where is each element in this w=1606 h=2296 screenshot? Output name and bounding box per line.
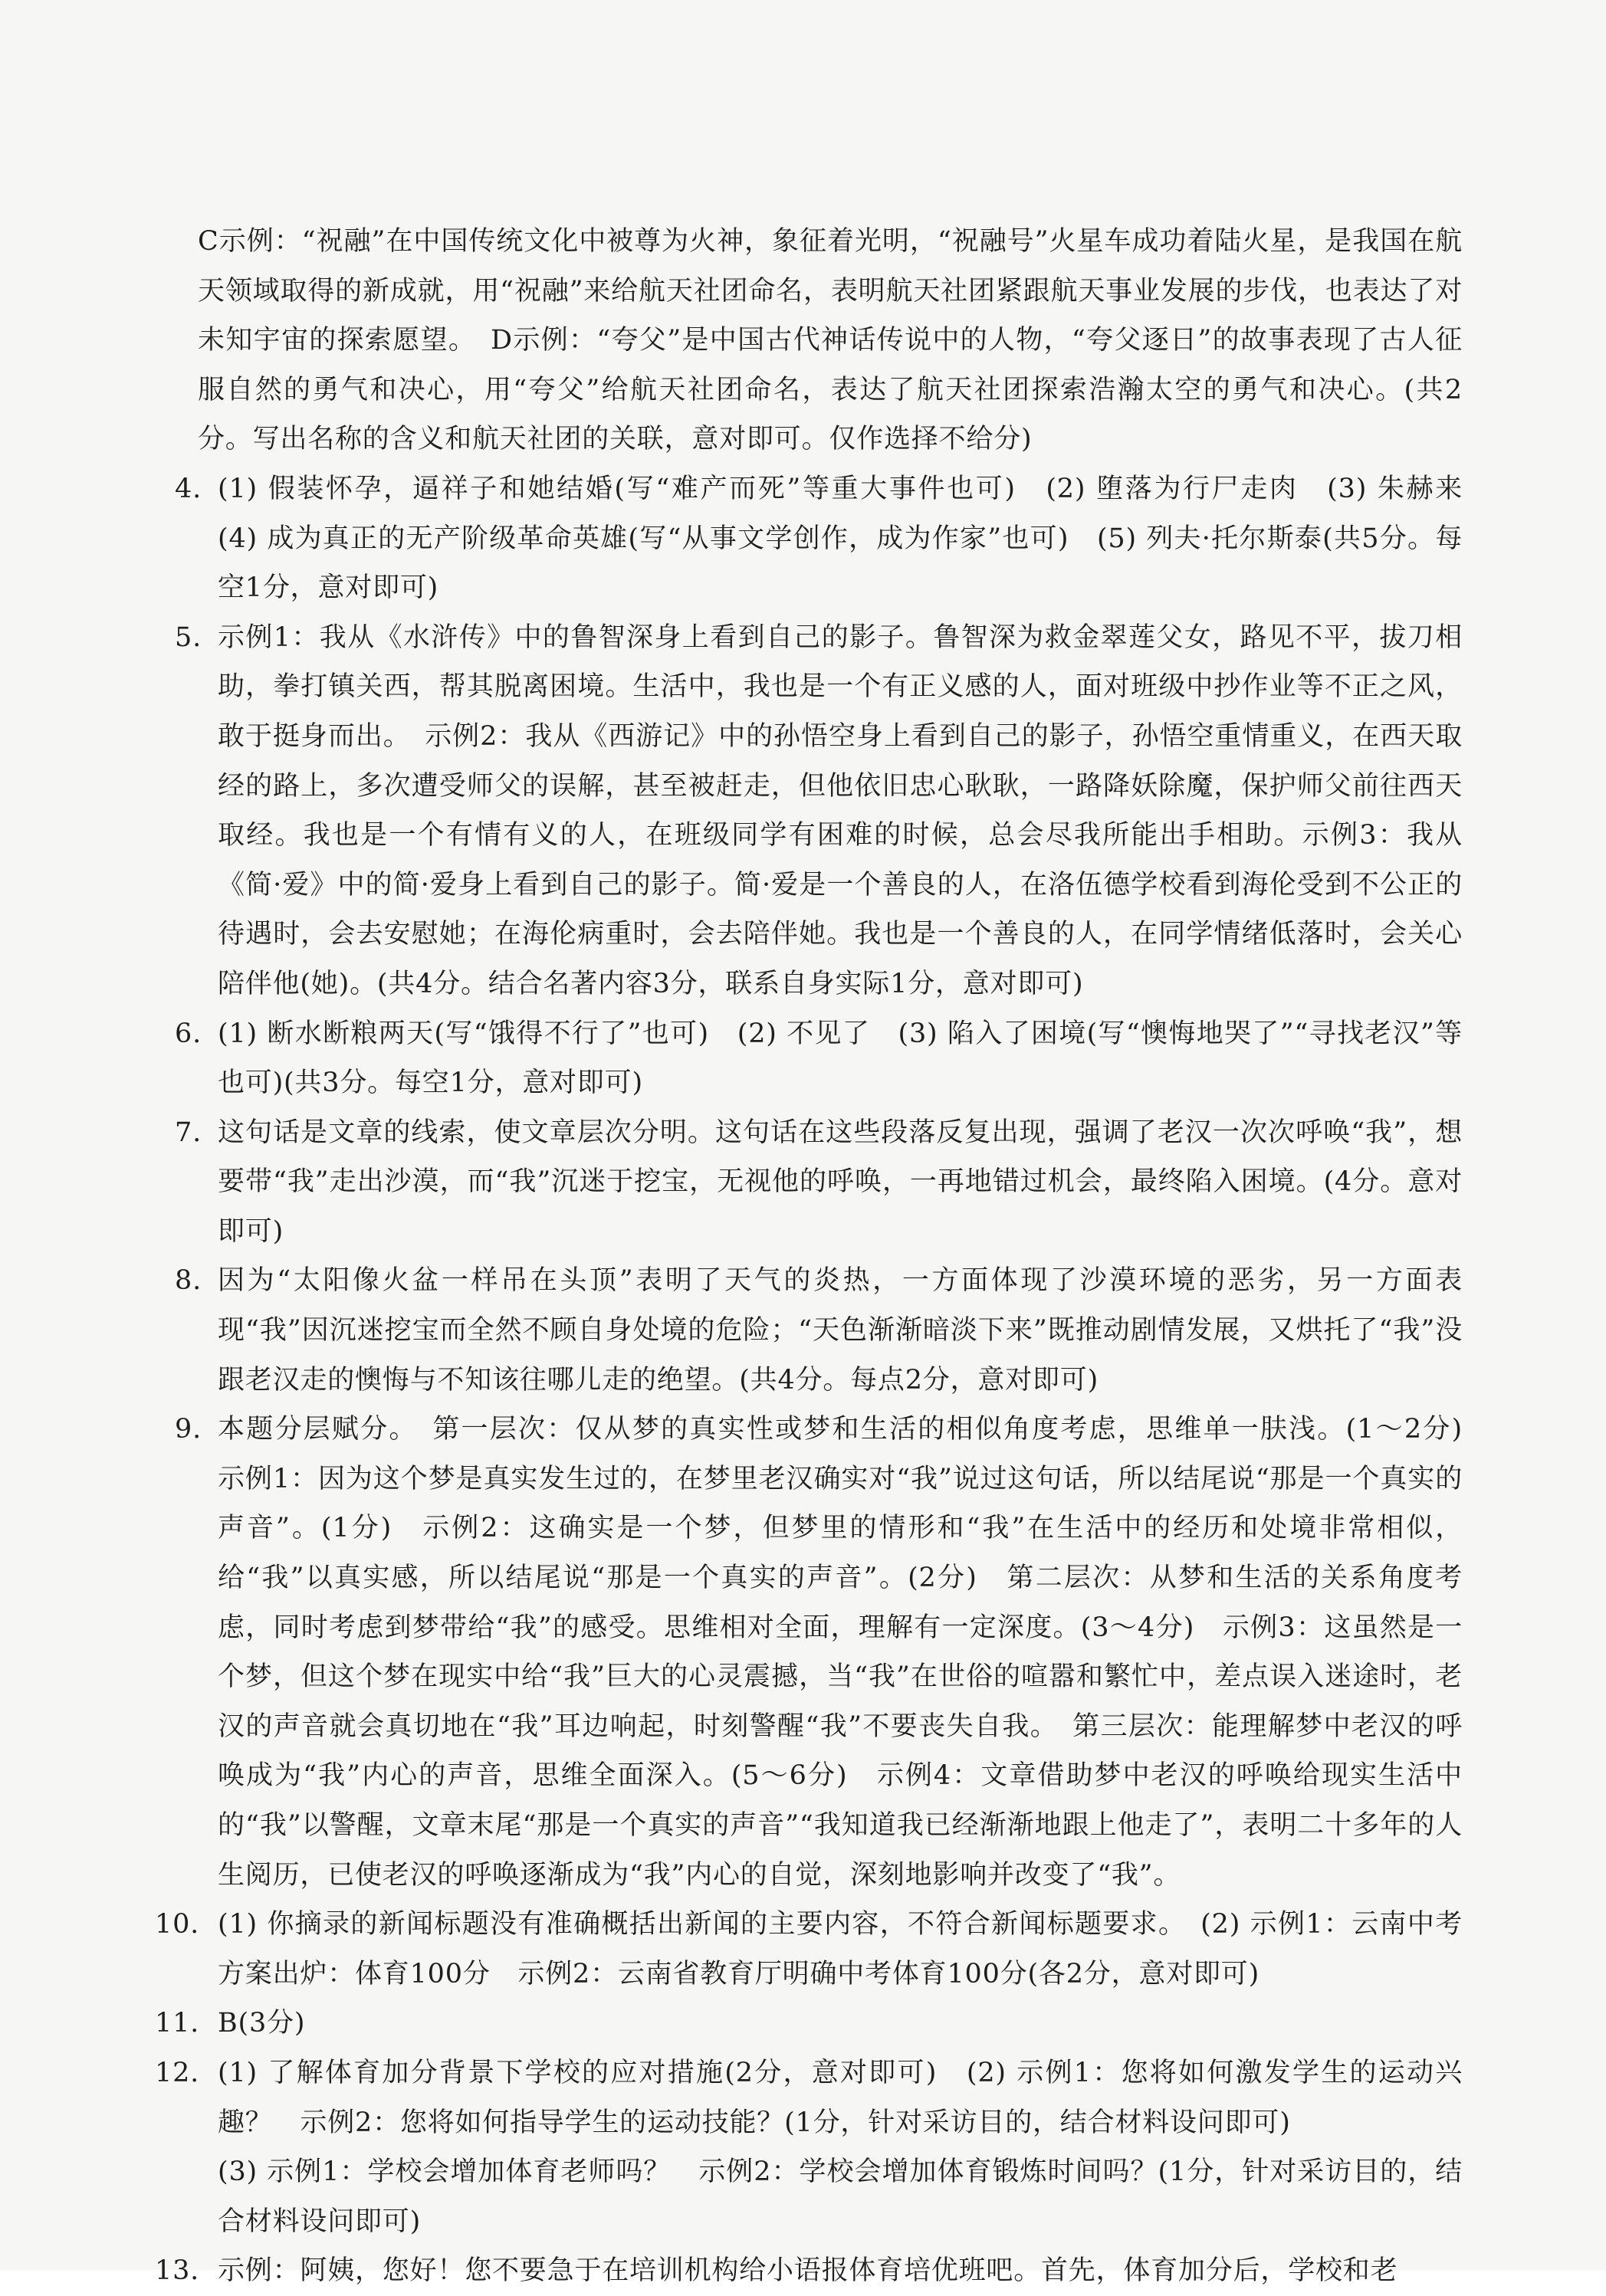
item-text: 这句话是文章的线索，使文章层次分明。这句话在这些段落反复出现，强调了老汉一次次呼唤“我”，想要带“我”走出沙漠，而“我”沉迷于挖宝，无视他的呼唤，一再地错过机会，最终陷入困境。(4分。意对即可) [218,1117,1463,1247]
answer-item-6 [175,1009,1463,1108]
item-text: (1) 你摘录的新闻标题没有准确概括出新闻的主要内容，不符合新闻标题要求。 (2) 示例1：云南中考方案出炉：体育100分 示例2：云南省教育厅明确中考体育100分(各2分，意对即可) [218,1909,1463,1989]
continuation-paragraph: C示例：“祝融”在中国传统文化中被尊为火神，象征着光明，“祝融号”火星车成功着陆火星，是我国在航天领域取得的新成就，用“祝融”来给航天社团命名，表明航天社团紧跟航天事业发展的步伐，也表达了对未知宇宙的探索愿望。 D示例：“夸父”是中国古代神话传说中的人物，“夸父逐日”的故事表现了古人征服自然的勇气和决心，用“夸父”给航天社团命名，表达了航天社团探索浩瀚太空的勇气和决心。(共2分。写出名称的含义和航天社团的关联，意对即可。仅作选择不给分) [198,226,1463,455]
answer-key-text [155,217,1490,2296]
item-text: B(3分) [218,2008,306,2039]
item-number: 4. [175,473,202,504]
item-text: 示例：阿姨，您好！您不要急于在培训机构给小语报体育培优班吧。首先，体育加分后，学校和老 [218,2255,1398,2287]
item-text: 示例1：我从《水浒传》中的鲁智深身上看到自己的影子。鲁智深为救金翠莲父女，路见不平，拔刀相助，拳打镇关西，帮其脱离困境。生活中，我也是一个有正义感的人，面对班级中抄作业等不正之风，敢于挺身而出。 示例2：我从《西游记》中的孙悟空身上看到自己的影子，孙悟空重情重义，在西天取经的路上，多次遭受师父的误解，甚至被赶走，但他依旧忠心耿耿，一路降妖除魔，保护师父前往西天取经。我也是一个有情有义的人，在班级同学有困难的时候，总会尽我所能出手相助。示例3：我从《简·爱》中的简·爱身上看到自己的影子。简·爱是一个善良的人，在洛伍德学校看到海伦受到不公正的待遇时，会去安慰她；在海伦病重时，会去陪伴她。我也是一个善良的人，在同学情绪低落时，会关心陪伴他(她)。(共4分。结合名著内容3分，联系自身实际1分，意对即可) [218,622,1463,999]
answer-item-13 [155,2246,1463,2296]
item-text: 本题分层赋分。 第一层次：仅从梦的真实性或梦和生活的相似角度考虑，思维单一肤浅。(1～2分) 示例1：因为这个梦是真实发生过的，在梦里老汉确实对“我”说过这句话，所以结尾说“那是一个真实的声音”。(1分) 示例2：这确实是一个梦，但梦里的情形和“我”在生活中的经历和处境非常相似，给“我”以真实感，所以结尾说“那是一个真实的声音”。(2分) 第二层次：从梦和生活的关系角度考虑，同时考虑到梦带给“我”的感受。思维相对全面，理解有一定深度。(3～4分) 示例3：这虽然是一个梦，但这个梦在现实中给“我”巨大的心灵震撼，当“我”在世俗的喧嚣和繁忙中，差点误入迷途时，老汉的声音就会真切地在“我”耳边响起，时刻警醒“我”不要丧失自我。 第三层次：能理解梦中老汉的呼唤成为“我”内心的声音，思维全面深入。(5～6分) 示例4：文章借助梦中老汉的呼唤给现实生活中的“我”以警醒，文章末尾“那是一个真实的声音”“我知道我已经渐渐地跟上他走了”，表明二十多年的人生阅历，已使老汉的呼唤逐渐成为“我”内心的自觉，深刻地影响并改变了“我”。 [218,1414,1490,1891]
item-text: (1) 假装怀孕，逼祥子和她结婚(写“难产而死”等重大事件也可) (2) 堕落为行尸走肉 (3) 朱赫来 (4) 成为真正的无产阶级革命英雄(写“从事文学创作，成为作家”也可) (5) 列夫·托尔斯泰(共5分。每空1分，意对即可) [218,473,1490,604]
answer-item-7 [175,1108,1463,1257]
item-text: 因为“太阳像火盆一样吊在头顶”表明了天气的炎热，一方面体现了沙漠环境的恶劣，另一方面表现“我”因沉迷挖宝而全然不顾自身处境的危险；“天色渐渐暗淡下来”既推动剧情发展，又烘托了“我”没跟老汉走的懊悔与不知该往哪儿走的绝望。(共4分。每点2分，意对即可) [218,1265,1463,1396]
item-number: 6. [175,1018,202,1049]
item-number: 8. [175,1265,202,1297]
item-number: 9. [175,1414,202,1445]
item-number: 10. [155,1909,200,1940]
item-number: 7. [175,1117,202,1148]
item-number: 12. [155,2057,200,2088]
item-text: (1) 断水断粮两天(写“饿得不行了”也可) (2) 不见了 (3) 陷入了困境(写“懊悔地哭了”“寻找老汉”等也可)(共3分。每空1分，意对即可) [218,1018,1463,1099]
item-number: 13. [155,2255,200,2287]
answer-item-5 [175,613,1463,1009]
item-text: (1) 了解体育加分背景下学校的应对措施(2分，意对即可) (2) 示例1：您将如何激发学生的运动兴趣？ 示例2：您将如何指导学生的运动技能？(1分，针对采访目的，结合材料设问即可) [218,2057,1463,2138]
answer-item-4 [175,464,1490,613]
answer-item-11 [155,1999,1463,2048]
item-text-part-3: (3) 示例1：学校会增加体育老师吗？ 示例2：学校会增加体育锻炼时间吗？(1分，针对采访目的，结合材料设问即可) [218,2157,1463,2237]
answer-item-12 [155,2048,1463,2246]
answer-item-8 [175,1256,1463,1405]
answer-item-9 [175,1405,1490,1900]
item-number: 5. [175,622,202,653]
answer-item-10 [155,1900,1463,1999]
item-number: 11. [155,2008,200,2039]
